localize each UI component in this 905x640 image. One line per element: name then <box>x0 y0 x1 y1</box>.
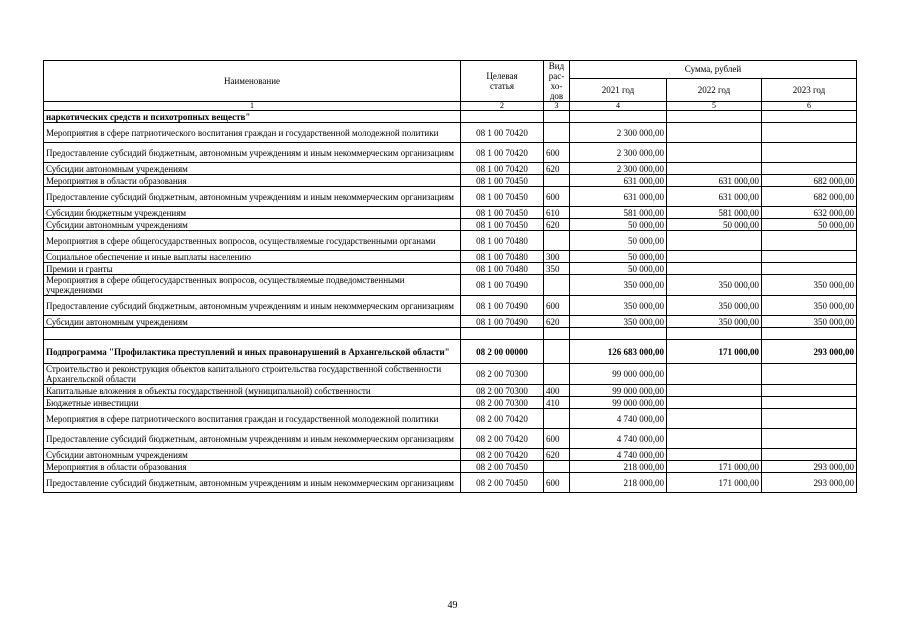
row-amount-2022 <box>667 397 762 409</box>
row-name: Капитальные вложения в объекты государственной (муниципальной) собственности <box>44 385 461 397</box>
row-expense-type <box>544 461 570 473</box>
row-amount-2021: 2 300 000,00 <box>570 163 667 175</box>
row-expense-type: 600 <box>544 296 570 316</box>
row-expense-type <box>544 328 570 340</box>
row-expense-type: 600 <box>544 429 570 449</box>
row-name: Социальное обеспечение и иные выплаты населению <box>44 251 461 263</box>
row-expense-type: 300 <box>544 251 570 263</box>
table-row <box>44 429 857 449</box>
row-name: Мероприятия в области образования <box>44 461 461 473</box>
row-amount-2023: 632 000,00 <box>762 207 857 219</box>
row-amount-2021: 50 000,00 <box>570 219 667 231</box>
row-code: 08 1 00 70450 <box>461 219 544 231</box>
row-name: Предоставление субсидий бюджетным, автономным учреждениям и иным некоммерческим организациям <box>44 143 461 163</box>
row-amount-2023: 682 000,00 <box>762 175 857 187</box>
row-amount-2023 <box>762 397 857 409</box>
row-name: Предоставление субсидий бюджетным, автономным учреждениям и иным некоммерческим организациям <box>44 296 461 316</box>
row-expense-type <box>544 175 570 187</box>
header-year-2022: 2022 год <box>667 78 762 101</box>
row-amount-2021: 50 000,00 <box>570 263 667 275</box>
row-amount-2021 <box>570 328 667 340</box>
row-amount-2023 <box>762 449 857 461</box>
column-number-row <box>44 102 857 111</box>
row-amount-2022: 50 000,00 <box>667 219 762 231</box>
row-amount-2023 <box>762 409 857 429</box>
row-amount-2023 <box>762 231 857 251</box>
table-row <box>44 449 857 461</box>
row-amount-2022 <box>667 143 762 163</box>
table-row <box>44 316 857 328</box>
row-code: 08 1 00 70490 <box>461 275 544 296</box>
row-amount-2022 <box>667 231 762 251</box>
table-body <box>44 111 857 493</box>
row-expense-type: 620 <box>544 163 570 175</box>
row-expense-type: 620 <box>544 449 570 461</box>
row-amount-2023: 350 000,00 <box>762 275 857 296</box>
row-amount-2022: 350 000,00 <box>667 296 762 316</box>
header-name: Наименование <box>44 61 461 102</box>
row-amount-2021: 2 300 000,00 <box>570 123 667 143</box>
row-code: 08 1 00 70480 <box>461 231 544 251</box>
table-row <box>44 251 857 263</box>
row-amount-2023 <box>762 328 857 340</box>
row-code <box>461 328 544 340</box>
row-expense-type: 400 <box>544 385 570 397</box>
row-code: 08 1 00 70480 <box>461 251 544 263</box>
row-amount-2023 <box>762 163 857 175</box>
row-amount-2022: 350 000,00 <box>667 316 762 328</box>
row-amount-2021: 350 000,00 <box>570 316 667 328</box>
table-row <box>44 207 857 219</box>
row-amount-2023 <box>762 364 857 385</box>
row-code: 08 2 00 70450 <box>461 473 544 493</box>
row-code: 08 1 00 70490 <box>461 296 544 316</box>
row-code: 08 1 00 70490 <box>461 316 544 328</box>
row-amount-2022 <box>667 263 762 275</box>
row-amount-2021: 218 000,00 <box>570 473 667 493</box>
row-code: 08 1 00 70420 <box>461 143 544 163</box>
row-code: 08 2 00 70300 <box>461 385 544 397</box>
table-row <box>44 231 857 251</box>
row-amount-2023 <box>762 143 857 163</box>
row-amount-2023: 682 000,00 <box>762 187 857 207</box>
row-amount-2022: 631 000,00 <box>667 187 762 207</box>
row-expense-type <box>544 340 570 364</box>
row-expense-type: 610 <box>544 207 570 219</box>
row-code: 08 2 00 70420 <box>461 449 544 461</box>
row-amount-2023 <box>762 111 857 123</box>
row-amount-2021: 50 000,00 <box>570 231 667 251</box>
row-amount-2021 <box>570 111 667 123</box>
row-amount-2023 <box>762 385 857 397</box>
row-name: Предоставление субсидий бюджетным, автономным учреждениям и иным некоммерческим организациям <box>44 473 461 493</box>
row-amount-2023: 293 000,00 <box>762 473 857 493</box>
row-expense-type: 620 <box>544 316 570 328</box>
row-expense-type <box>544 111 570 123</box>
row-amount-2021: 4 740 000,00 <box>570 449 667 461</box>
row-amount-2021: 126 683 000,00 <box>570 340 667 364</box>
table-row <box>44 143 857 163</box>
page-number: 49 <box>447 600 458 611</box>
row-name: Субсидии автономным учреждениям <box>44 449 461 461</box>
row-amount-2023: 293 000,00 <box>762 461 857 473</box>
row-name: Мероприятия в сфере патриотического воспитания граждан и государственной молодежной политики <box>44 409 461 429</box>
table-row <box>44 364 857 385</box>
col-number: 4 <box>570 102 667 111</box>
row-amount-2022: 171 000,00 <box>667 340 762 364</box>
row-amount-2023: 350 000,00 <box>762 296 857 316</box>
row-amount-2021: 99 000 000,00 <box>570 385 667 397</box>
row-amount-2021: 50 000,00 <box>570 251 667 263</box>
row-amount-2023 <box>762 251 857 263</box>
row-amount-2021: 350 000,00 <box>570 275 667 296</box>
row-amount-2022: 171 000,00 <box>667 473 762 493</box>
row-code: 08 1 00 70480 <box>461 263 544 275</box>
row-amount-2021: 99 000 000,00 <box>570 364 667 385</box>
row-code: 08 2 00 00000 <box>461 340 544 364</box>
row-name: наркотических средств и психотропных веществ" <box>44 111 461 123</box>
table-row <box>44 163 857 175</box>
row-amount-2023: 350 000,00 <box>762 316 857 328</box>
row-amount-2021: 99 000 000,00 <box>570 397 667 409</box>
row-amount-2022: 631 000,00 <box>667 175 762 187</box>
table-row <box>44 340 857 364</box>
row-expense-type <box>544 364 570 385</box>
row-amount-2021: 581 000,00 <box>570 207 667 219</box>
row-name: Мероприятия в сфере патриотического воспитания граждан и государственной молодежной политики <box>44 123 461 143</box>
row-name <box>44 328 461 340</box>
row-code: 08 1 00 70450 <box>461 175 544 187</box>
row-amount-2021: 2 300 000,00 <box>570 143 667 163</box>
row-amount-2021: 631 000,00 <box>570 187 667 207</box>
table-row <box>44 328 857 340</box>
row-name: Бюджетные инвестиции <box>44 397 461 409</box>
row-name: Предоставление субсидий бюджетным, автономным учреждениям и иным некоммерческим организациям <box>44 429 461 449</box>
budget-table <box>43 60 857 493</box>
row-amount-2022: 350 000,00 <box>667 275 762 296</box>
table-row <box>44 263 857 275</box>
row-amount-2022: 581 000,00 <box>667 207 762 219</box>
row-code: 08 1 00 70450 <box>461 207 544 219</box>
row-expense-type: 410 <box>544 397 570 409</box>
row-expense-type <box>544 231 570 251</box>
row-amount-2023 <box>762 123 857 143</box>
row-expense-type: 600 <box>544 473 570 493</box>
row-code: 08 2 00 70420 <box>461 429 544 449</box>
row-amount-2021: 631 000,00 <box>570 175 667 187</box>
row-amount-2023: 293 000,00 <box>762 340 857 364</box>
table-row <box>44 187 857 207</box>
table-row <box>44 473 857 493</box>
table-row <box>44 219 857 231</box>
row-expense-type <box>544 275 570 296</box>
row-name: Мероприятия в области образования <box>44 175 461 187</box>
col-number: 2 <box>461 102 544 111</box>
table-row <box>44 111 857 123</box>
header-code: Целевая статья <box>461 61 544 102</box>
row-name: Субсидии автономным учреждениям <box>44 219 461 231</box>
header-year-2023: 2023 год <box>762 78 857 101</box>
row-amount-2022 <box>667 123 762 143</box>
row-expense-type: 350 <box>544 263 570 275</box>
header-year-2021: 2021 год <box>570 78 667 101</box>
row-amount-2022 <box>667 328 762 340</box>
header-vid: Вид рас- хо- дов <box>544 61 570 102</box>
col-number: 6 <box>762 102 857 111</box>
row-code: 08 2 00 70450 <box>461 461 544 473</box>
row-amount-2022 <box>667 364 762 385</box>
table-row <box>44 385 857 397</box>
row-expense-type: 600 <box>544 187 570 207</box>
row-name: Мероприятия в сфере общегосударственных вопросов, осуществляемые государственными органами <box>44 231 461 251</box>
col-number: 1 <box>44 102 461 111</box>
row-code: 08 2 00 70420 <box>461 409 544 429</box>
table-row <box>44 461 857 473</box>
row-name: Субсидии автономным учреждениям <box>44 316 461 328</box>
row-code: 08 2 00 70300 <box>461 397 544 409</box>
row-code: 08 2 00 70300 <box>461 364 544 385</box>
row-amount-2022 <box>667 449 762 461</box>
row-code: 08 1 00 70420 <box>461 123 544 143</box>
table-row <box>44 175 857 187</box>
table-row <box>44 409 857 429</box>
table-row <box>44 397 857 409</box>
row-amount-2021: 4 740 000,00 <box>570 429 667 449</box>
row-amount-2023 <box>762 263 857 275</box>
row-amount-2023 <box>762 429 857 449</box>
row-amount-2022 <box>667 163 762 175</box>
row-amount-2022 <box>667 385 762 397</box>
row-amount-2022: 171 000,00 <box>667 461 762 473</box>
row-name: Субсидии автономным учреждениям <box>44 163 461 175</box>
row-amount-2022 <box>667 111 762 123</box>
row-name: Строительство и реконструкция объектов капитального строительства государственной собственности Архангельской области <box>44 364 461 385</box>
row-expense-type <box>544 409 570 429</box>
row-expense-type: 600 <box>544 143 570 163</box>
row-amount-2021: 350 000,00 <box>570 296 667 316</box>
row-name: Субсидии бюджетным учреждениям <box>44 207 461 219</box>
row-amount-2022 <box>667 251 762 263</box>
col-number: 3 <box>544 102 570 111</box>
row-amount-2021: 4 740 000,00 <box>570 409 667 429</box>
row-name: Премии и гранты <box>44 263 461 275</box>
row-expense-type <box>544 123 570 143</box>
row-amount-2021: 218 000,00 <box>570 461 667 473</box>
row-name: Мероприятия в сфере общегосударственных вопросов, осуществляемые подведомственными учреждениями <box>44 275 461 296</box>
row-code <box>461 111 544 123</box>
header-sum: Сумма, рублей <box>570 61 857 79</box>
row-name: Подпрограмма "Профилактика преступлений и иных правонарушений в Архангельской области" <box>44 340 461 364</box>
row-code: 08 1 00 70420 <box>461 163 544 175</box>
row-amount-2022 <box>667 429 762 449</box>
table-row <box>44 123 857 143</box>
table-row <box>44 275 857 296</box>
row-amount-2022 <box>667 409 762 429</box>
row-expense-type: 620 <box>544 219 570 231</box>
row-code: 08 1 00 70450 <box>461 187 544 207</box>
row-name: Предоставление субсидий бюджетным, автономным учреждениям и иным некоммерческим организациям <box>44 187 461 207</box>
row-amount-2023: 50 000,00 <box>762 219 857 231</box>
table-row <box>44 296 857 316</box>
col-number: 5 <box>667 102 762 111</box>
